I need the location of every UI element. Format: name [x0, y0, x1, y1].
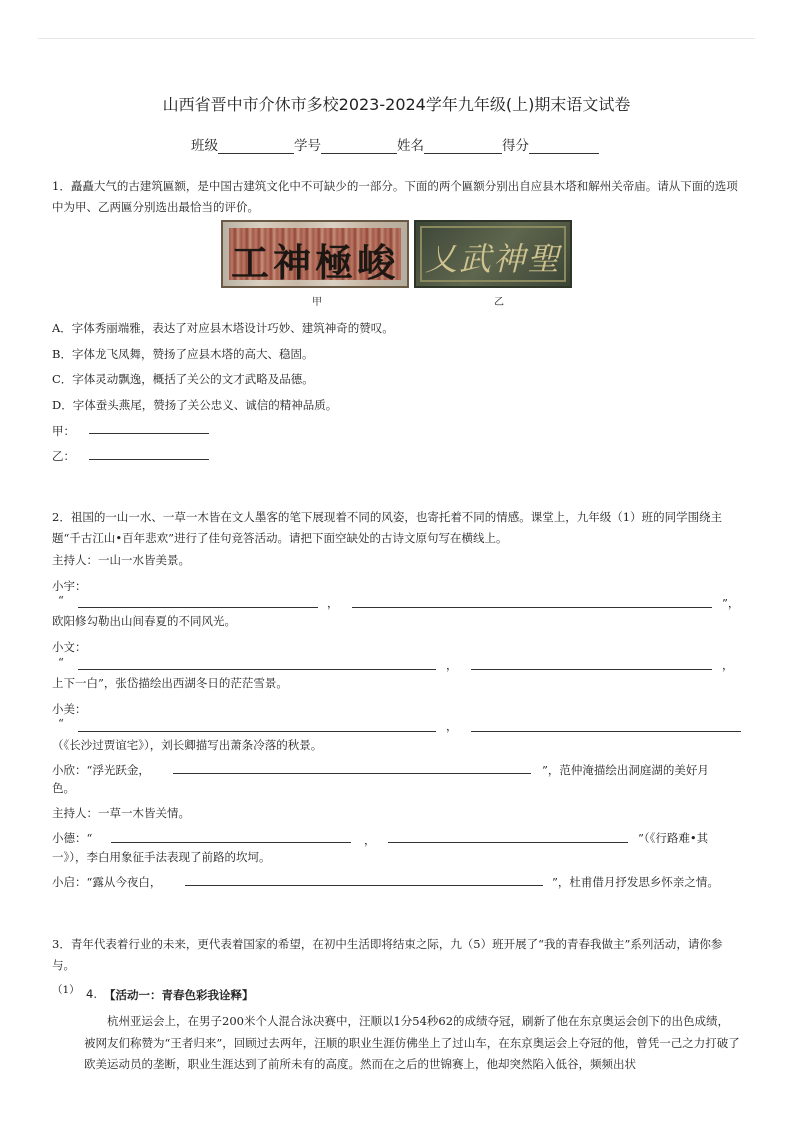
xiaoyu-tail: 欧阳修勾勒出山间春夏的不同风光。	[52, 614, 236, 628]
class-label: 班级	[191, 138, 218, 154]
id-label: 学号	[294, 138, 321, 154]
xiaowen-blank-2[interactable]	[471, 669, 712, 670]
xiaowen-comma: ，	[446, 658, 458, 672]
answer-a-blank[interactable]	[89, 433, 209, 434]
xiaoqi-head: 小启：“露从今夜白，	[52, 875, 162, 889]
xiaoyu-blank-2[interactable]	[352, 607, 712, 608]
sub-question-number: （1）	[52, 984, 80, 996]
xiaoxin-head: 小欣：“浮光跃金，	[52, 763, 150, 777]
reading-passage: 杭州亚运会上，在男子200米个人混合泳决赛中，汪顺以1分54秒62的成绩夺冠，刷新了他在东京奥运会创下的出色成绩，被网友们称赞为“王者归来”，回顾过去两年，汪顺的职业生涯仿佛坐上了过山车，在东京奥运会上夺冠的他，曾凭一己之力打破了欧美运动员的垄断，职业生涯达到了前所未有的高度。然而在之后的世锦赛上，他却突然陷入低谷，频频出状	[84, 1014, 740, 1071]
answer-a-label: 甲：	[52, 424, 75, 438]
answer-b-blank[interactable]	[89, 459, 209, 460]
xiaowen-label: 小文：	[52, 640, 87, 654]
score-field[interactable]	[529, 139, 599, 154]
xiaomei-comma: ，	[446, 719, 458, 733]
xiaoyu-comma: ，	[327, 596, 339, 610]
plaque-image-a	[221, 220, 409, 288]
student-info-row	[191, 134, 599, 154]
xiaoyu-blank-1[interactable]	[78, 607, 318, 608]
caption-b: 乙	[494, 297, 504, 308]
plaque-image-b	[414, 220, 572, 288]
question-2-stem: 2．祖国的一山一水、一草一木皆在文人墨客的笔下展现着不同的风姿，也寄托着不同的情感。课堂上，九年级（1）班的同学围绕主题“千古江山•百年悲欢”进行了佳句竞答活动。请把下面空缺处的古诗文原句写在横线上。	[52, 510, 723, 545]
xiaode-end: ”（《行路难•其	[638, 831, 709, 845]
xiaowen-end-comma: ，	[722, 658, 734, 672]
plaque-b-calligraphy: 乂武神聖	[424, 240, 561, 278]
xiaode-tail: 一》），李白用象征手法表现了前路的坎坷。	[52, 850, 271, 864]
xiaoxin-tail: 色。	[52, 781, 75, 795]
xiaomei-open-quote: “	[58, 716, 64, 730]
xiaoyu-open-quote: “	[58, 593, 64, 607]
option-b: B．字体龙飞凤舞，赞扬了应县木塔的高大、稳固。	[52, 347, 314, 361]
page-title: 山西省晋中市介休市多校2023-2024学年九年级(上)期末语文试卷	[162, 95, 631, 114]
xiaowen-tail: 上下一白”，张岱描绘出西湖冬日的茫茫雪景。	[52, 676, 288, 690]
option-d: D．字体蚕头燕尾，赞扬了关公忠义、诚信的精神品质。	[52, 398, 338, 412]
host-line-2: 主持人：一草一木皆关情。	[52, 806, 190, 820]
xiaomei-blank-2[interactable]	[471, 731, 741, 732]
xiaoyu-label: 小宇：	[52, 579, 87, 593]
xiaoyu-close-quote: ”，	[722, 596, 740, 610]
xiaoxin-end: ”，范仲淹描绘出洞庭湖的美好月	[542, 763, 709, 777]
score-label: 得分	[502, 138, 529, 154]
xiaoqi-blank[interactable]	[185, 885, 543, 886]
name-field[interactable]	[424, 139, 502, 154]
xiaode-head: 小德：“	[52, 831, 93, 845]
page-top-rule	[38, 38, 755, 39]
answer-b-label: 乙：	[52, 449, 75, 463]
xiaowen-open-quote: “	[58, 655, 64, 669]
xiaode-blank-2[interactable]	[388, 842, 628, 843]
caption-a: 甲	[312, 297, 322, 308]
xiaoqi-end: ”，杜甫借月抒发思乡怀亲之情。	[552, 875, 719, 889]
question-3-stem: 3．青年代表着行业的未来，更代表着国家的希望，在初中生活即将结束之际，九（5）班开展了“我的青春我做主”系列活动，请你参与。	[52, 937, 723, 972]
id-field[interactable]	[321, 139, 397, 154]
question-1-stem: 1．矗矗大气的古建筑匾额，是中国古建筑文化中不可缺少的一部分。下面的两个匾额分别出自应县木塔和解州关帝庙。请从下面的选项中为甲、乙两匾分别选出最恰当的评价。	[52, 179, 738, 214]
xiaode-comma: ，	[364, 833, 376, 847]
xiaoxin-blank[interactable]	[173, 773, 531, 774]
host-line-1: 主持人：一山一水皆美景。	[52, 553, 190, 567]
plaque-a-calligraphy: 工神極峻	[230, 241, 399, 285]
class-field[interactable]	[218, 139, 294, 154]
activity-one-title: 【活动一：青春色彩我诠释】	[104, 988, 254, 1002]
xiaomei-blank-1[interactable]	[78, 731, 436, 732]
xiaowen-blank-1[interactable]	[78, 669, 436, 670]
option-a: A．字体秀丽端雅，表达了对应县木塔设计巧妙、建筑神奇的赞叹。	[52, 321, 394, 335]
sub-question-label: 4.	[86, 987, 97, 1001]
xiaomei-tail: （《长沙过贾谊宅》），刘长卿描写出萧条冷落的秋景。	[52, 738, 323, 752]
option-c: C．字体灵动飘逸，概括了关公的文才武略及品德。	[52, 372, 314, 386]
name-label: 姓名	[397, 138, 424, 154]
xiaode-blank-1[interactable]	[111, 842, 351, 843]
xiaomei-label: 小美：	[52, 702, 87, 716]
